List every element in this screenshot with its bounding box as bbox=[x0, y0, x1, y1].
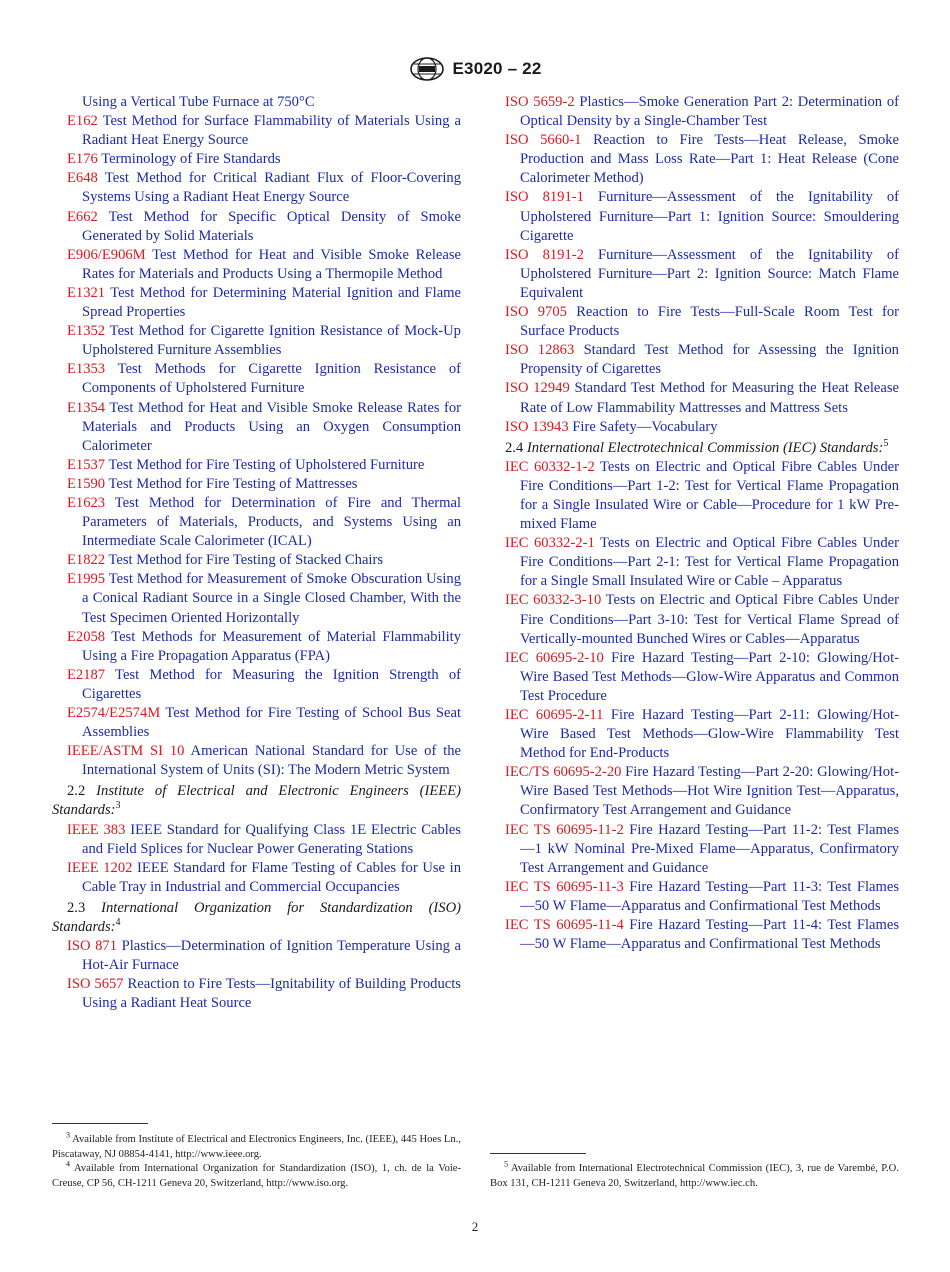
ieee-entry bbox=[52, 821, 461, 859]
standard-title-link[interactable]: Fire Hazard Testing—Part 11-4: Test Flames—50 W Flame—Apparatus and Confirmational Test Methods bbox=[520, 917, 900, 953]
astm-entry bbox=[52, 208, 461, 246]
standard-code-link[interactable]: E2187 bbox=[67, 666, 106, 683]
standard-title-link[interactable]: Test Method for Cigarette Ignition Resistance of Mock-Up Upholstered Furniture Assemblies bbox=[82, 323, 461, 359]
iso-entry bbox=[490, 188, 899, 245]
iso-entry bbox=[490, 93, 899, 131]
footnote-ref-5: 5 bbox=[883, 437, 889, 449]
standard-title-link[interactable]: Fire Hazard Testing—Part 2-20: Glowing/Hot-Wire Based Test Methods—Hot Wire Ignition Test—Apparatus, Confirmatory Test Arrangement and Guidance bbox=[520, 764, 899, 819]
standard-title-link[interactable]: Test Methods for Cigarette Ignition Resistance of Components of Upholstered Furniture bbox=[82, 361, 462, 397]
astm-entry bbox=[52, 322, 461, 360]
footnote-3: $^3$ Available from Institute of Electrical and Electronics Engineers, Inc. (IEEE), 445 Hoes Ln., Piscataway, NJ 08854-4141, http://www.ieee.org. bbox=[52, 1130, 461, 1160]
astm-entry bbox=[52, 360, 461, 398]
standard-title-link[interactable]: Reaction to Fire Tests—Ignitability of Building Products Using a Radiant Heat Source bbox=[82, 976, 461, 1012]
footnotes-left bbox=[52, 1130, 461, 1191]
standard-code-link[interactable]: E1321 bbox=[67, 284, 106, 301]
iec-entry bbox=[490, 878, 899, 916]
standard-code-link[interactable]: ISO 871 bbox=[67, 938, 117, 955]
standard-title-link[interactable]: Test Method for Fire Testing of Mattresses bbox=[108, 475, 358, 492]
standard-code-link[interactable]: E1590 bbox=[67, 475, 106, 492]
iec-entry bbox=[490, 706, 899, 763]
iso-reference-list-left bbox=[52, 937, 461, 1013]
standard-code-link[interactable]: E662 bbox=[67, 208, 98, 225]
standard-title-link[interactable]: Test Method for Determining Material Ignition and Flame Spread Properties bbox=[82, 284, 461, 321]
ieee-reference-list bbox=[52, 821, 461, 897]
iso-entry bbox=[490, 418, 899, 437]
standard-title-link[interactable]: Fire Hazard Testing—Part 2-11: Glowing/Hot-Wire Based Test Methods—Glow-Wire Flammability Test Method for End-Products bbox=[520, 707, 899, 762]
astm-entry bbox=[52, 742, 461, 780]
left-column bbox=[52, 93, 461, 1014]
standard-title-link[interactable]: Tests on Electric and Optical Fibre Cables Under Fire Conditions—Part 3-10: Test for Vertical Flame Spread of Vertically-mounted Bunched Wires or Cables—Apparatus bbox=[520, 592, 899, 647]
footnote-ref-3: 3 bbox=[115, 800, 121, 812]
footnote-5: $^5$ Available from International Electrotechnical Commission (IEC), 3, rue de Varembé, P.O. Box 131, CH-1211 Geneva 20, Switzerland, http://www.iec.ch. bbox=[490, 1159, 899, 1189]
standard-code-link[interactable]: ISO 13943 bbox=[505, 418, 569, 435]
standard-title-link[interactable]: Tests on Electric and Optical Fibre Cables Under Fire Conditions—Part 2-1: Test for Vertical Flame Propagation for a Single Small Insulated Wire or Cable – Apparatus bbox=[520, 535, 899, 590]
standard-title-link[interactable]: Test Method for Specific Optical Density of Smoke Generated by Solid Materials bbox=[82, 208, 461, 244]
standard-code-link[interactable]: IEC 60332-2-1 bbox=[505, 535, 595, 552]
standard-title-link[interactable]: Test Method for Measurement of Smoke Obscuration Using a Conical Radiant Source in a Single Closed Chamber, With the Test Specimen Oriented Horizontally bbox=[82, 571, 461, 626]
standard-code-link[interactable]: IEC 60695-2-11 bbox=[505, 707, 604, 723]
astm-entry bbox=[52, 112, 461, 150]
standard-code-link[interactable]: E1995 bbox=[67, 571, 106, 588]
standard-code-link[interactable]: IEC/TS 60695-2-20 bbox=[505, 764, 622, 781]
standard-code-link[interactable]: E2574/E2574M bbox=[67, 705, 161, 721]
footnote-divider-left bbox=[52, 1123, 148, 1124]
iso-entry bbox=[52, 937, 461, 975]
astm-entry bbox=[52, 704, 461, 742]
standard-title-link[interactable]: Standard Test Method for Measuring the Heat Release Rate of Low Flammability Mattresses and Mattress Sets bbox=[520, 380, 899, 416]
standard-code-link[interactable]: ISO 8191-1 bbox=[505, 189, 584, 206]
standard-code-link[interactable]: ISO 5659-2 bbox=[505, 94, 575, 110]
standard-title-link[interactable]: Test Method for Determination of Fire and Thermal Parameters of Materials, Products, and Systems Using an Intermediate Scale Calorimeter (ICAL) bbox=[82, 494, 461, 550]
ieee-entry bbox=[52, 859, 461, 897]
section-2-3: 2.3 International Organization for Standardization (ISO) Standards:$^4$ bbox=[52, 899, 461, 936]
astm-logo-icon bbox=[409, 57, 445, 81]
standard-code-link[interactable]: IEEE 383 bbox=[67, 821, 126, 838]
standard-title-link[interactable]: Test Method for Heat and Visible Smoke Release Rates for Materials and Products Using a Thermopile Method bbox=[82, 246, 461, 282]
standard-title-link[interactable]: Test Method for Fire Testing of Upholstered Furniture bbox=[108, 456, 425, 473]
standard-title-link[interactable]: IEEE Standard for Flame Testing of Cables for Use in Cable Tray in Industrial and Commercial Occupancies bbox=[82, 859, 461, 895]
standard-title-link[interactable]: IEEE Standard for Qualifying Class 1E Electric Cables and Field Splices for Nuclear Power Generating Stations bbox=[82, 821, 461, 857]
standard-code-link[interactable]: E648 bbox=[67, 170, 98, 187]
standard-code-link[interactable]: ISO 9705 bbox=[505, 304, 567, 321]
standard-code-link[interactable]: ISO 5657 bbox=[67, 976, 124, 993]
standard-code-link[interactable]: IEEE/ASTM SI 10 bbox=[67, 743, 185, 760]
iso-entry bbox=[52, 975, 461, 1013]
standard-code-link[interactable]: E1353 bbox=[67, 361, 106, 378]
standard-code-link[interactable]: E1352 bbox=[67, 323, 106, 340]
standard-code-link[interactable]: E1537 bbox=[67, 456, 106, 473]
iso-entry bbox=[490, 246, 899, 303]
iec-entry bbox=[490, 591, 899, 648]
standard-code-link[interactable]: IEC TS 60695-11-3 bbox=[505, 878, 624, 895]
standard-code-link[interactable]: IEEE 1202 bbox=[67, 859, 133, 876]
iec-entry bbox=[490, 763, 899, 820]
standard-code-link[interactable]: ISO 8191-2 bbox=[505, 246, 584, 263]
standard-code-link[interactable]: IEC TS 60695-11-2 bbox=[505, 821, 624, 838]
standard-title-link[interactable]: Fire Hazard Testing—Part 2-10: Glowing/Hot-Wire Based Test Methods—Glow-Wire Apparatus and Common Test Procedure bbox=[520, 649, 899, 704]
standard-code-link[interactable]: E906/E906M bbox=[67, 246, 146, 263]
standard-title-link[interactable]: Plastics—Smoke Generation Part 2: Determination of Optical Density by a Single-Chamber Test bbox=[520, 94, 900, 130]
iec-reference-list bbox=[490, 458, 899, 954]
right-column bbox=[490, 93, 899, 954]
standard-title-link[interactable]: Tests on Electric and Optical Fibre Cables Under Fire Conditions—Part 1-2: Test for Vertical Flame Propagation for a Single Insulated Wire or Cable—Procedure for 1 kW Pre-mixed Flame bbox=[520, 458, 899, 533]
standard-title-link[interactable]: Test Methods for Measurement of Material Flammability Using a Fire Propagation Apparatus (FPA) bbox=[82, 628, 462, 664]
iso-entry bbox=[490, 341, 899, 379]
standard-title-link[interactable]: Reaction to Fire Tests—Full-Scale Room Test for Surface Products bbox=[520, 304, 900, 340]
standard-code-link[interactable]: E1822 bbox=[67, 552, 106, 569]
standard-title-link[interactable]: Fire Hazard Testing—Part 11-3: Test Flames—50 W Flame—Apparatus and Confirmational Test Methods bbox=[520, 878, 900, 914]
standard-code-link[interactable]: E162 bbox=[67, 113, 98, 130]
standard-code-link[interactable]: E1354 bbox=[67, 399, 106, 416]
standard-title-link[interactable]: Furniture—Assessment of the Ignitability of Upholstered Furniture—Part 2: Ignition Source: Match Flame Equivalent bbox=[520, 246, 899, 301]
iso-entry bbox=[490, 303, 899, 341]
astm-entry bbox=[52, 456, 461, 475]
iec-entry bbox=[490, 534, 899, 591]
standard-code-link[interactable]: IEC 60332-3-10 bbox=[505, 592, 602, 609]
iso-reference-list-right bbox=[490, 93, 899, 437]
standard-title-link[interactable]: Test Method for Critical Radiant Flux of Floor-Covering Systems Using a Radiant Heat Energy Source bbox=[82, 170, 461, 206]
standard-title-link[interactable]: Fire Hazard Testing—Part 11-2: Test Flames—1 kW Nominal Pre-Mixed Flame—Apparatus, Confirmatory Test Arrangement and Guidance bbox=[520, 821, 900, 876]
document-id: E3020 – 22 bbox=[452, 59, 542, 78]
iec-entry bbox=[490, 649, 899, 706]
page-header bbox=[0, 56, 950, 82]
section-2-4: 2.4 International Electrotechnical Commission (IEC) Standards:$^5$ bbox=[505, 437, 889, 456]
standard-title-link[interactable]: Test Method for Surface Flammability of Materials Using a Radiant Heat Energy Source bbox=[82, 113, 461, 149]
astm-entry bbox=[52, 551, 461, 570]
iec-entry bbox=[490, 458, 899, 534]
standard-title-link[interactable]: Fire Safety—Vocabulary bbox=[572, 418, 718, 435]
page-number: 2 bbox=[471, 1219, 479, 1234]
standard-title-link[interactable]: Test Method for Fire Testing of Stacked Chairs bbox=[108, 552, 384, 569]
astm-entry bbox=[52, 169, 461, 207]
astm-entry bbox=[52, 570, 461, 627]
standard-title-link[interactable]: Reaction to Fire Tests—Heat Release, Smoke Production and Mass Loss Rate—Part 1: Heat Release (Cone Calorimeter Method) bbox=[520, 132, 900, 187]
astm-entry bbox=[52, 284, 461, 322]
standard-title-link[interactable]: Terminology of Fire Standards bbox=[101, 151, 281, 168]
footnote-divider-right bbox=[490, 1153, 586, 1154]
standard-title-link[interactable]: Test Method for Fire Testing of School Bus Seat Assemblies bbox=[82, 705, 461, 741]
astm-entry bbox=[52, 399, 461, 456]
standard-code-link[interactable]: ISO 12863 bbox=[505, 342, 575, 359]
standard-title-link[interactable]: Test Method for Measuring the Ignition Strength of Cigarettes bbox=[82, 666, 461, 702]
standard-title-link[interactable]: Test Method for Heat and Visible Smoke Release Rates for Materials and Products Using an Oxygen Consumption Calorimeter bbox=[82, 399, 461, 454]
standard-code-link[interactable]: IEC TS 60695-11-4 bbox=[505, 917, 624, 934]
standard-title-link[interactable]: Standard Test Method for Assessing the Ignition Propensity of Cigarettes bbox=[520, 342, 899, 378]
astm-reference-list bbox=[52, 112, 461, 780]
standard-code-link[interactable]: IEC 60695-2-10 bbox=[505, 649, 604, 666]
astm-entry bbox=[52, 494, 461, 551]
astm-entry bbox=[52, 475, 461, 494]
standard-code-link[interactable]: IEC 60332-1-2 bbox=[505, 458, 595, 475]
astm-entry bbox=[52, 628, 461, 666]
footnote-ref-4: 4 bbox=[115, 917, 121, 929]
standard-title-link[interactable]: Furniture—Assessment of the Ignitability of Upholstered Furniture—Part 1: Ignition Source: Smouldering Cigarette bbox=[520, 189, 899, 244]
standard-title-link[interactable]: Plastics—Determination of Ignition Temperature Using a Hot-Air Furnace bbox=[82, 938, 461, 974]
standard-code-link[interactable]: E2058 bbox=[67, 628, 106, 645]
continued-entry: Using a Vertical Tube Furnace at 750°C bbox=[82, 94, 315, 110]
iec-entry bbox=[490, 821, 899, 878]
iso-entry bbox=[490, 379, 899, 417]
footnote-4: $^4$ Available from International Organization for Standardization (ISO), 1, ch. de la Voie-Creuse, CP 56, CH-1211 Geneva 20, Switzerland, http://www.iso.org. bbox=[52, 1159, 461, 1189]
iso-entry bbox=[490, 131, 899, 188]
astm-entry bbox=[52, 666, 461, 704]
iec-entry bbox=[490, 916, 899, 954]
footnotes-right bbox=[490, 1159, 899, 1191]
standard-code-link[interactable]: ISO 12949 bbox=[505, 380, 570, 397]
standard-code-link[interactable]: E176 bbox=[67, 151, 98, 168]
standard-title-link[interactable]: American National Standard for Use of the International System of Units (SI): The Modern Metric System bbox=[82, 743, 461, 779]
standard-code-link[interactable]: ISO 5660-1 bbox=[505, 132, 582, 149]
standard-code-link[interactable]: E1623 bbox=[67, 494, 106, 511]
section-2-2: 2.2 Institute of Electrical and Electronic Engineers (IEEE) Standards:$^3$ bbox=[52, 783, 461, 819]
astm-entry bbox=[52, 246, 461, 284]
astm-entry bbox=[52, 150, 461, 169]
